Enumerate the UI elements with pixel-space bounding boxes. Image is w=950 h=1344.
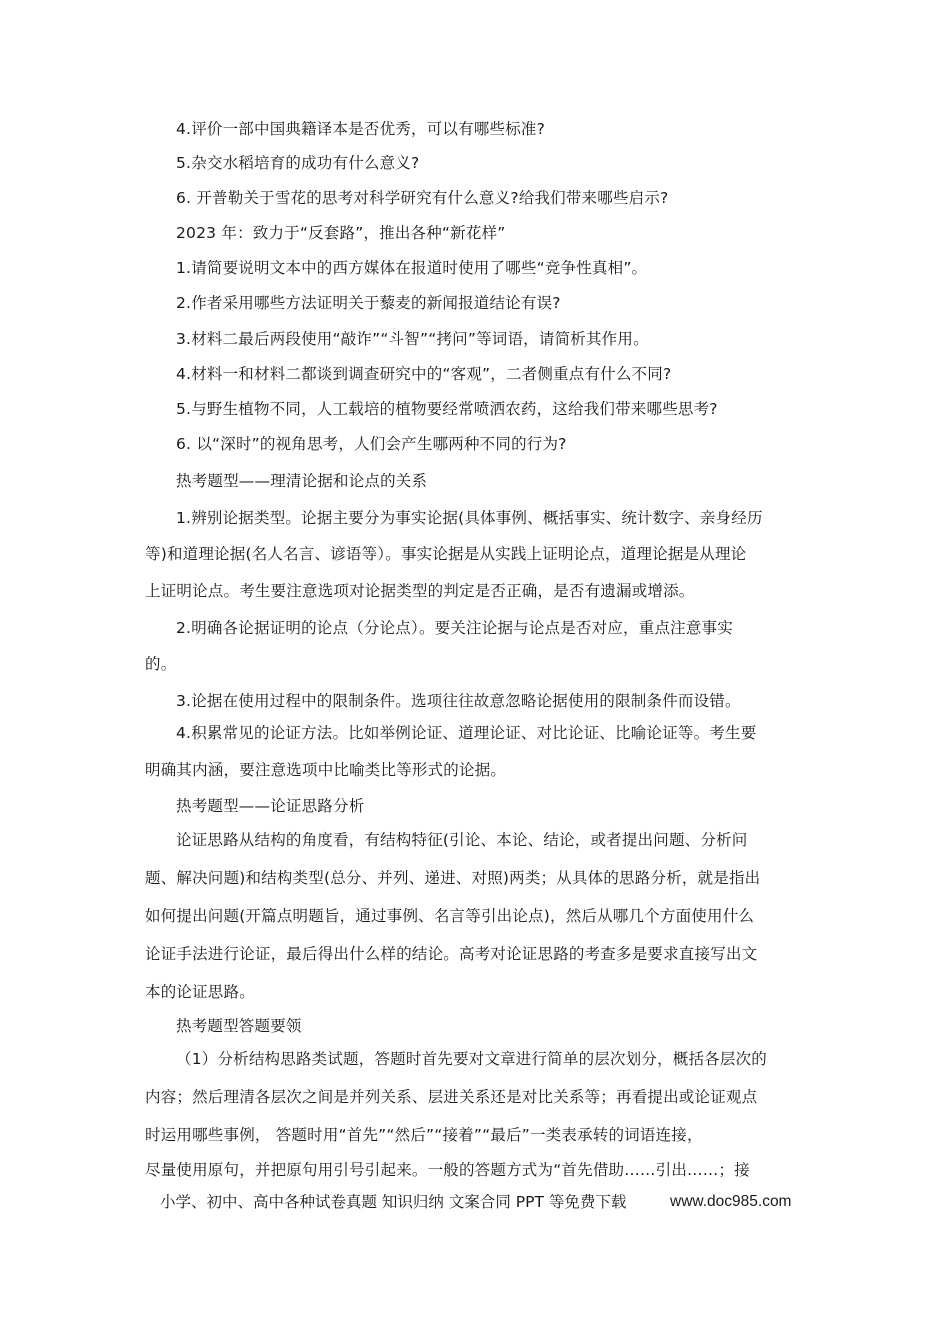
question-line: 6. 以“深时”的视角思考，人们会产生哪两种不同的行为?	[176, 435, 567, 453]
question-line: 2.作者采用哪些方法证明关于藜麦的新闻报道结论有误?	[176, 294, 561, 312]
paragraph-line: 如何提出问题(开篇点明题旨，通过事例、名言等引出论点)，然后从哪几个方面使用什么	[145, 907, 755, 925]
paragraph-line: 时运用哪些事例， 答题时用“首先”“然后”“接着”“最后”一类表承转的词语连接，	[145, 1126, 703, 1144]
paragraph-line: 1.辨别论据类型。论据主要分为事实论据(具体事例、概括事实、统计数字、亲身经历	[176, 509, 763, 527]
question-line: 3.材料二最后两段使用“敲诈”“斗智”“拷问”等词语，请简析其作用。	[176, 330, 649, 348]
section-heading: 热考题型答题要领	[176, 1017, 302, 1035]
question-line: 5.杂交水稻培育的成功有什么意义?	[176, 154, 420, 172]
paragraph-line: 论证手法进行论证，最后得出什么样的结论。高考对论证思路的考查多是要求直接写出文	[145, 945, 758, 963]
footer-url: www.doc985.com	[670, 1193, 792, 1210]
question-line: 4.评价一部中国典籍译本是否优秀，可以有哪些标准?	[176, 120, 546, 138]
question-line: 1.请简要说明文本中的西方媒体在报道时使用了哪些“竞争性真相”。	[176, 259, 648, 277]
paragraph-line: 本的论证思路。	[145, 983, 255, 1001]
paragraph-line: 上证明论点。考生要注意选项对论据类型的判定是否正确，是否有遗漏或增添。	[145, 582, 695, 600]
paragraph-line: （1）分析结构思路类试题，答题时首先要对文章进行简单的层次划分，概括各层次的	[176, 1050, 767, 1068]
question-line: 6. 开普勒关于雪花的思考对科学研究有什么意义?给我们带来哪些启示?	[176, 189, 669, 207]
paragraph-line: 等)和道理论据(名人名言、谚语等）。事实论据是从实践上证明论点，道理论据是从理论	[145, 545, 747, 563]
paragraph-line: 尽量使用原句，并把原句用引号引起来。一般的答题方式为“首先借助……引出……；接	[145, 1161, 750, 1179]
paragraph-line: 2.明确各论据证明的论点（分论点）。要关注论据与论点是否对应，重点注意事实	[176, 619, 733, 637]
section-heading: 2023 年：致力于“反套路”，推出各种“新花样”	[176, 224, 506, 242]
paragraph-line: 论证思路从结构的角度看，有结构特征(引论、本论、结论，或者提出问题、分析问	[176, 831, 748, 849]
question-line: 5.与野生植物不同，人工载培的植物要经常喷洒农药，这给我们带来哪些思考?	[176, 400, 718, 418]
paragraph-line: 明确其内涵，要注意选项中比喻类比等形式的论据。	[145, 761, 507, 779]
page-footer	[160, 1192, 792, 1212]
paragraph-line: 题、解决问题)和结构类型(总分、并列、递进、对照)两类；从具体的思路分析，就是指出	[145, 869, 761, 887]
paragraph-line: 4.积累常见的论证方法。比如举例论证、道理论证、对比论证、比喻论证等。考生要	[176, 724, 757, 742]
section-heading: 热考题型——论证思路分析	[176, 797, 365, 815]
footer-text: 小学、初中、高中各种试卷真题 知识归纳 文案合同 PPT 等免费下载	[160, 1193, 627, 1211]
section-heading: 热考题型——理清论据和论点的关系	[176, 472, 428, 490]
paragraph-line: 的。	[145, 655, 177, 673]
paragraph-line: 3.论据在使用过程中的限制条件。选项往往故意忽略论据使用的限制条件而设错。	[176, 692, 741, 710]
question-line: 4.材料一和材料二都谈到调查研究中的“客观”，二者侧重点有什么不同?	[176, 365, 672, 383]
paragraph-line: 内容；然后理清各层次之间是并列关系、层进关系还是对比关系等；再看提出或论证观点	[145, 1088, 758, 1106]
